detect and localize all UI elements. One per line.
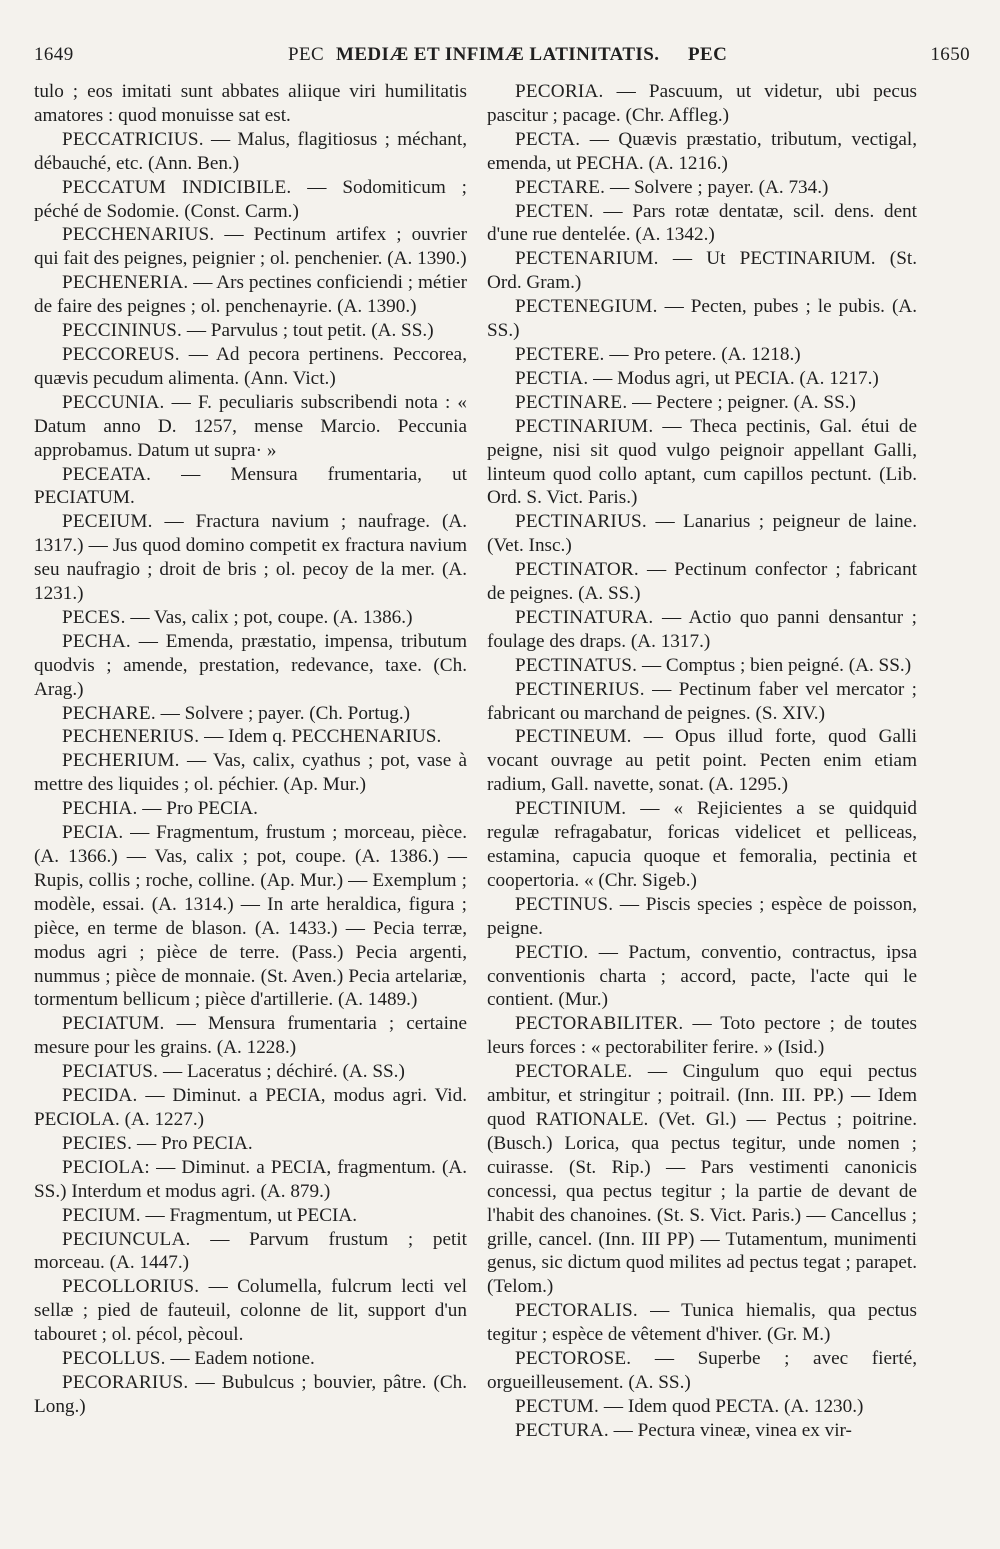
left-guide-word: PEC (288, 44, 325, 65)
entry-headword: PECHARE. (62, 702, 156, 724)
entry-definition: — Eadem notione. (170, 1348, 315, 1370)
running-title: MEDIÆ ET INFIMÆ LATINITATIS. (336, 44, 660, 65)
dictionary-entry (34, 463, 467, 511)
entry-definition: — Fragmentum, ut PECIA. (145, 1204, 358, 1226)
entry-definition: — Parvulus ; tout petit. (A. SS.) (186, 320, 434, 342)
entry-headword: PECCOREUS. (62, 343, 180, 365)
entry-definition: — Sodomiticum ; péché de Sodomie. (Const. Carm.) (34, 176, 467, 222)
entry-headword: PECTUM. (515, 1395, 600, 1417)
entry-headword: PECOLLUS. (62, 1348, 166, 1370)
entry-definition: — Parvum frustum ; petit morceau. (A. 1447.) (34, 1228, 468, 1274)
entry-headword: PECIATUM. (62, 1013, 165, 1035)
dictionary-entry (487, 678, 917, 726)
dictionary-entry (34, 1012, 467, 1060)
entry-headword: PECTORALIS. (515, 1300, 638, 1322)
entry-headword: PECIATUS. (62, 1061, 159, 1083)
entry-headword: PECIUM. (62, 1204, 141, 1226)
entry-headword: PECTERE. (515, 343, 605, 365)
dictionary-entry (487, 606, 917, 654)
entry-definition: — Pectere ; peigner. (A. SS.) (632, 391, 856, 413)
dictionary-entry (34, 797, 467, 821)
entry-headword: PECHERIUM. (62, 750, 180, 772)
dictionary-entry (487, 80, 917, 128)
dictionary-entry (487, 558, 917, 606)
entry-definition: — Actio quo panni densantur ; foulage des draps. (A. 1317.) (487, 606, 918, 652)
entry-definition: — Solvere ; payer. (Ch. Portug.) (160, 702, 411, 724)
entry-headword: PECTEN. (515, 200, 594, 222)
entry-headword: PECIUNCULA. (62, 1228, 191, 1250)
entry-definition: — Cingulum quo equi pectus ambitur, et stringitur ; poitrail. (Inn. III. PP.) — Idem quod RATIONALE. (Vet. Gl.) — Pectus ; poitrine. (Busch.) Lorica, qua pectus tegitur, unde nomen ; cuirasse. (St. Rip.) — Pars vestimenti canonicis concessi, qua pectus tegitur ; la partie de devant de l'habit des chanoines. (St. S. Vict. Paris.) — Cancellus ; grille, cancel. (Inn. III PP) — Tutamentum, munimenti genus, sic dictum quod milites ad pectus tegat ; parapet. (Telom.) (487, 1061, 918, 1298)
entry-headword: PECES. (62, 606, 126, 628)
entry-definition: — Mensura frumentaria, ut PECIATUM. (34, 463, 467, 509)
dictionary-entry (487, 200, 917, 248)
entry-headword: PECTINUS. (515, 893, 614, 915)
entry-definition: — Idem q. PECCHENARIUS. (204, 726, 442, 748)
dictionary-entry (34, 630, 467, 702)
entry-headword: PECTORALE. (515, 1061, 633, 1083)
dictionary-entry (487, 1012, 917, 1060)
entry-definition: — Diminut. a PECIA, fragmentum. (A. SS.) Interdum et modus agri. (A. 879.) (34, 1156, 467, 1202)
dictionary-entry (487, 1347, 917, 1395)
entry-headword: PECTORABILITER. (515, 1013, 684, 1035)
right-page-number: 1650 (930, 44, 970, 65)
dictionary-entry (34, 725, 467, 749)
dictionary-entry (487, 367, 917, 391)
entry-headword: PECORARIUS. (62, 1371, 189, 1393)
entry-definition: — Solvere ; payer. (A. 734.) (609, 176, 829, 198)
entry-headword: PECTA. (515, 128, 581, 150)
entry-definition: — Superbe ; avec fierté, orgueilleusement. (A. SS.) (487, 1348, 918, 1393)
entry-definition: — Malus, flagitiosus ; méchant, débauché, etc. (Ann. Ben.) (34, 128, 467, 174)
dictionary-entry (34, 1347, 467, 1371)
dictionary-entry (34, 80, 467, 128)
entry-headword: PECTENEGIUM. (515, 296, 658, 318)
dictionary-entry (34, 271, 467, 319)
dictionary-entry (487, 941, 917, 1013)
entry-headword: PECTIO. (515, 941, 589, 963)
dictionary-entry (487, 176, 917, 200)
entry-definition: — Theca pectinis, Gal. étui de peigne, nisi sit quod vulgo peignoir appellant Galli, linteum quod collo aptant, cum capillos pectunt. (Lib. Ord. S. Vict. Paris.) (487, 415, 917, 509)
dictionary-entry (34, 1084, 467, 1132)
dictionary-entry (487, 1395, 917, 1419)
dictionary-entry (487, 1060, 917, 1299)
entry-headword: PECTINARIUS. (515, 511, 647, 533)
entry-definition: — Fragmentum, frustum ; morceau, pièce. (A. 1366.) — Vas, calix ; pot, coupe. (A. 1386.) — Rupis, collis ; roche, colline. (Ap. Mur.) — Exemplum ; modèle, essai. (A. 1314.) — In arte heraldica, figura ; pièce, en terme de blason. (A. 1433.) — Pecia terræ, modus agri ; pièce de terre. (Pass.) Pecia argenti, nummus ; pièce de monnaie. (St. Aven.) Pecia artelariæ, tormentum bellicum ; pièce d'artillerie. (A. 1489.) (34, 822, 467, 1011)
entry-definition: — Fractura navium ; naufrage. (A. 1317.) — Jus quod domino competit ex fractura navium seu naufragio ; droit de bris ; ol. pecoy de la mer. (A. 1231.) (34, 511, 467, 605)
running-header (34, 44, 970, 74)
dictionary-entry (34, 821, 467, 1012)
entry-definition: — F. peculiaris subscribendi nota : « Datum anno D. 1257, mense Marcio. Peccunia approbamus. Datum ut supra· » (34, 391, 468, 461)
entry-definition: — Idem quod PECTA. (A. 1230.) (603, 1395, 864, 1417)
entry-headword: PECTINARE. (515, 391, 628, 413)
entry-definition: — Pectinum faber vel mercator ; fabricant ou marchand de peignes. (S. XIV.) (487, 678, 918, 724)
entry-definition: — Pecten, pubes ; le pubis. (A. SS.) (487, 296, 918, 342)
entry-definition: — Pactum, conventio, contractus, ipsa conventionis charta ; accord, pacte, l'acte qui le contient. (Mur.) (487, 941, 917, 1011)
entry-headword: PECCININUS. (62, 320, 183, 342)
entry-definition: — « Rejicientes a se quidquid regulæ refragabatur, foricas videlicet et pelliceas, estamina, capucia quoque et femoralia, pectinia et coopertoria. « (Chr. Sigeb.) (487, 798, 917, 891)
entry-headword: PECIDA. (62, 1085, 138, 1107)
entry-headword: PECTURA. (515, 1419, 609, 1441)
dictionary-entry (487, 247, 917, 295)
entry-definition: — Columella, fulcrum lecti vel sellæ ; pied de fauteuil, colonne de lit, support d'un tabouret ; ol. pécol, pècoul. (34, 1276, 468, 1346)
entry-headword: PECEIUM. (62, 511, 153, 533)
dictionary-entry (487, 1419, 917, 1443)
entry-headword: PECORIA. (515, 81, 604, 102)
entry-headword: PECHENERIUS. (62, 726, 200, 748)
entry-headword: PECIA. (62, 822, 124, 844)
dictionary-entry (487, 797, 917, 893)
entry-headword: PECCUNIA. (62, 391, 165, 413)
entry-headword: PECTINERIUS. (515, 678, 645, 700)
entry-definition: — Pars rotæ dentatæ, scil. dens. dent d'une rue dentelée. (A. 1342.) (487, 200, 918, 246)
entry-definition: — Lanarius ; peigneur de laine. (Vet. Insc.) (487, 511, 917, 557)
entry-definition: — Quævis præstatio, tributum, vectigal, emenda, ut PECHA. (A. 1216.) (487, 128, 918, 174)
entry-definition: — Diminut. a PECIA, modus agri. Vid. PECIOLA. (A. 1227.) (34, 1085, 468, 1130)
dictionary-entry (487, 391, 917, 415)
dictionary-entry (34, 1132, 467, 1156)
entry-headword: PECTINEUM. (515, 726, 632, 748)
entry-headword: PECIOLA: (62, 1156, 150, 1178)
entry-headword: PECTINARIUM. (515, 415, 654, 437)
entry-headword: PECTOROSE. (515, 1348, 632, 1370)
entry-headword: PECCHENARIUS. (62, 224, 215, 246)
entry-definition: — Pectinum artifex ; ouvrier qui fait des peignes, peignier ; ol. penchenier. (A. 1390.) (34, 224, 467, 270)
entry-definition: — Pectura vineæ, vinea ex vir- (613, 1419, 852, 1441)
entry-headword: PECTINIUM. (515, 798, 627, 820)
entry-headword: PECOLLORIUS. (62, 1276, 200, 1298)
entry-definition: — Vas, calix, cyathus ; pot, vase à mettre des liquides ; ol. péchier. (Ap. Mur.) (34, 750, 468, 796)
dictionary-entry (34, 1228, 467, 1276)
dictionary-entry (34, 749, 467, 797)
entry-definition: — Emenda, præstatio, impensa, tributum quodvis ; amende, prestation, redevance, taxe. (Ch. Arag.) (34, 630, 468, 700)
right-guide-word: PEC (688, 44, 728, 65)
entry-definition: — Toto pectore ; de toutes leurs forces : « pectorabiliter ferire. » (Isid.) (487, 1013, 917, 1059)
entry-definition: — Ut PECTINARIUM. (St. Ord. Gram.) (487, 248, 917, 294)
entry-headword: PECHENERIA. (62, 272, 189, 294)
entry-definition: — Opus illud forte, quod Galli vocant ouvrage au petit point. Pecten enim etiam radium, Gall. navette, sonat. (A. 1295.) (487, 726, 918, 796)
entry-definition: — Modus agri, ut PECIA. (A. 1217.) (593, 367, 879, 389)
dictionary-entry (34, 1275, 467, 1347)
dictionary-entry (487, 510, 917, 558)
entry-definition: tulo ; eos imitati sunt abbates aliique viri humilitatis amatores : quod monuisse sat est. (34, 81, 467, 126)
dictionary-entry (487, 654, 917, 678)
dictionary-entry (34, 510, 467, 606)
right-column (487, 80, 917, 1443)
entry-headword: PECEATA. (62, 463, 152, 485)
dictionary-entry (34, 1156, 467, 1204)
entry-headword: PECTARE. (515, 176, 606, 198)
entry-headword: PECHIA. (62, 798, 138, 820)
entry-headword: PECTINATOR. (515, 559, 639, 581)
dictionary-entry (34, 606, 467, 630)
entry-headword: PECCATRICIUS. (62, 128, 204, 150)
entry-definition: — Ad pecora pertinens. Peccorea, quævis pecudum alimenta. (Ann. Vict.) (34, 343, 467, 389)
entry-definition: — Pro petere. (A. 1218.) (609, 343, 801, 365)
dictionary-entry (34, 1204, 467, 1228)
entry-definition: — Mensura frumentaria ; certaine mesure pour les grains. (A. 1228.) (34, 1013, 468, 1059)
dictionary-entry (34, 1060, 467, 1084)
entry-headword: PECTIA. (515, 367, 589, 389)
entry-headword: PECTENARIUM. (515, 248, 659, 270)
dictionary-entry (34, 176, 467, 224)
dictionary-entry (487, 128, 917, 176)
entry-definition: — Pectinum confector ; fabricant de peignes. (A. SS.) (487, 559, 917, 605)
entry-headword: PECIES. (62, 1132, 133, 1154)
left-column (34, 80, 467, 1419)
dictionary-entry (34, 1371, 467, 1419)
entry-definition: — Pro PECIA. (142, 798, 258, 820)
entry-definition: — Comptus ; bien peigné. (A. SS.) (641, 654, 912, 676)
dictionary-entry (487, 343, 917, 367)
entry-headword: PECHA. (62, 630, 131, 652)
dictionary-entry (487, 295, 917, 343)
dictionary-entry (34, 223, 467, 271)
entry-definition: — Pro PECIA. (136, 1132, 253, 1154)
dictionary-entry (487, 415, 917, 511)
entry-headword: PECTINATURA. (515, 606, 654, 628)
dictionary-entry (34, 319, 467, 343)
entry-headword: PECTINATUS. (515, 654, 638, 676)
left-page-number: 1649 (34, 44, 74, 65)
dictionary-entry (34, 128, 467, 176)
entry-definition: — Bubulcus ; bouvier, pâtre. (Ch. Long.) (34, 1371, 468, 1417)
dictionary-entry (487, 1299, 917, 1347)
entry-definition: — Pascuum, ut videtur, ubi pecus pascitur ; pacage. (Chr. Affleg.) (487, 81, 917, 126)
dictionary-entry (34, 391, 467, 463)
dictionary-entry (34, 343, 467, 391)
entry-definition: — Piscis species ; espèce de poisson, peigne. (487, 893, 917, 939)
entry-definition: — Laceratus ; déchiré. (A. SS.) (162, 1061, 405, 1083)
dictionary-entry (487, 893, 917, 941)
entry-definition: — Tunica hiemalis, qua pectus tegitur ; espèce de vêtement d'hiver. (Gr. M.) (487, 1300, 917, 1346)
dictionary-entry (487, 725, 917, 797)
entry-definition: — Vas, calix ; pot, coupe. (A. 1386.) (130, 606, 413, 628)
entry-definition: — Ars pectines conficiendi ; métier de faire des peignes ; ol. penchenayrie. (A. 1390.) (34, 272, 467, 318)
dictionary-entry (34, 702, 467, 726)
entry-headword: PECCATUM INDICIBILE. (62, 176, 292, 198)
